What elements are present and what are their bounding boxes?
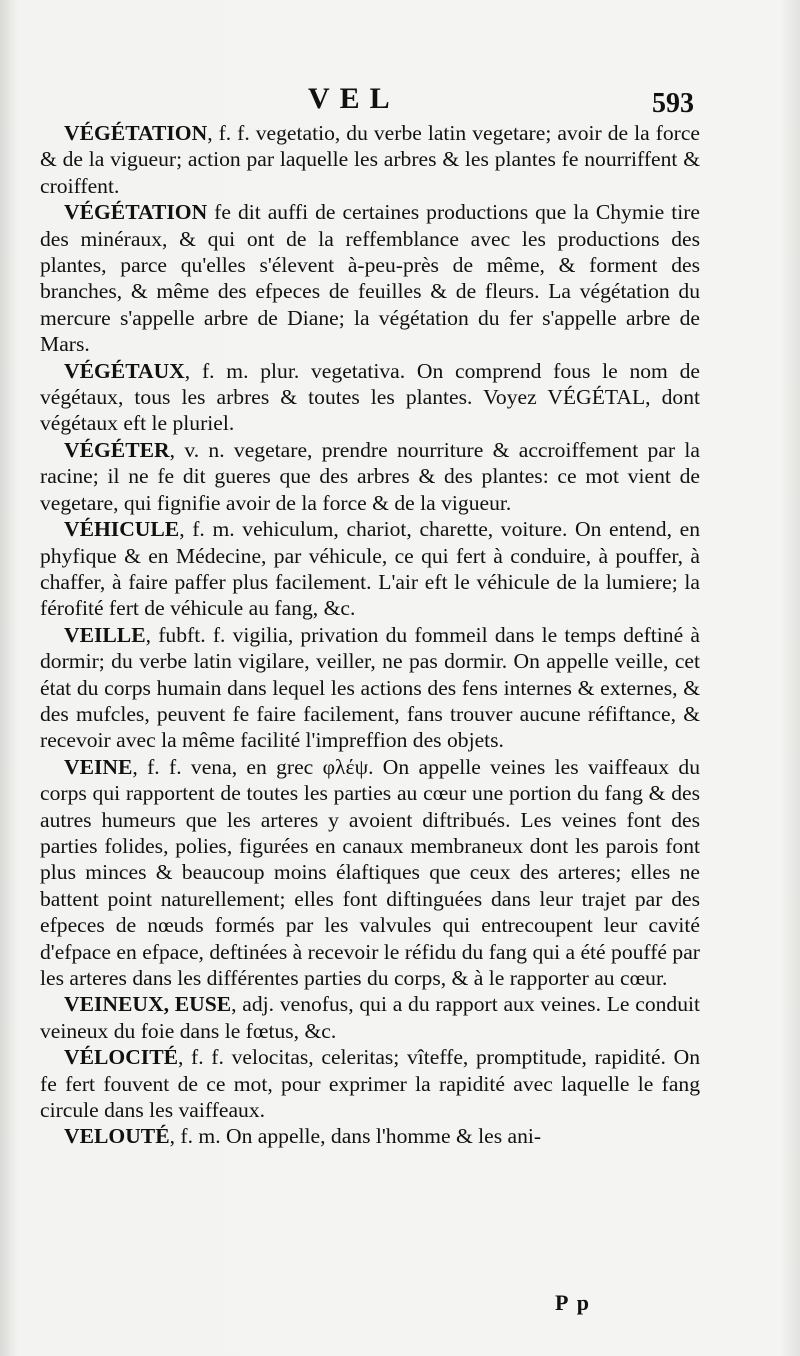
- entry-text: fe dit auffi de certaines productions que la Chymie tire des minéraux, & qui ont de la reffemblance avec les productions des plantes, parce qu'elles s'élevent à-peu-près de même, & forment des branches, & même des efpeces de feuilles & de fleurs. La végétation du mercure s'appelle arbre de Diane; la végétation du fer s'appelle arbre de Mars.: [40, 200, 700, 357]
- headword: VÉGÉTER: [64, 437, 170, 462]
- page-number: 593: [652, 88, 694, 119]
- entry-text: , fubft. f. vigilia, privation du fommeil dans le temps deftiné à dormir; du verbe latin vigilare, veiller, ne pas dormir. On appelle veille, cet état du corps humain dans lequel les actions des fens internes & externes, & des mufcles, peuvent fe faire facilement, fans trouver aucune réfiftance, & recevoir avec la même facilité l'impreffion des objets.: [40, 622, 700, 753]
- entry-vegetation-chymie: [40, 199, 700, 357]
- entry-vegetation: [40, 120, 700, 199]
- entry-vegeter: [40, 437, 700, 516]
- entry-text: , v. n. vegetare, prendre nourriture & accroiffement par la racine; il ne fe dit gueres que des arbres & des plantes: ce mot vient de vegetare, qui fignifie avoir de la force & de la vigueur.: [40, 437, 700, 515]
- dictionary-text: [40, 120, 700, 1150]
- entry-text: , f. f. vegetatio, du verbe latin vegetare; avoir de la force & de la vigueur; action par laquelle les arbres & les plantes fe nourriffent & croiffent.: [40, 121, 700, 198]
- headword: VEILLE: [64, 622, 146, 647]
- entry-text: , f. f. vena, en grec φλέψ. On appelle veines les vaiffeaux du corps qui rapportent de toutes les parties au cœur une portion du fang & des autres humeurs que les arteres y avoient diftribués. Les veines font des parties folides, polies, figurées en canaux membraneux dont les parois font plus minces & beaucoup moins élaftiques que ceux des arteres; elles ne battent point naturellement; elles font diftinguées dans leur trajet par des efpeces de nœuds formés par les valvules qui entrecoupent leur cavité d'efpace en efpace, deftinées à recevoir le réfidu du fang qui a été pouffé par les arteres dans les différentes parties du corps, & à le rapporter au cœur.: [40, 754, 700, 990]
- headword: VELOUTÉ: [64, 1124, 170, 1149]
- headword: VEINE: [64, 754, 133, 779]
- page-header: [0, 82, 800, 122]
- entry-vegetaux: [40, 358, 700, 437]
- entry-vehicule: [40, 516, 700, 622]
- entry-veloute: [40, 1123, 700, 1149]
- running-head: VEL: [308, 82, 400, 115]
- headword: VÉLOCITÉ: [64, 1045, 178, 1070]
- entry-text: , f. m. plur. vegetativa. On comprend fous le nom de végétaux, tous les arbres & toutes les plantes. Voyez VÉGÉTAL, dont végétaux eft le pluriel.: [40, 358, 700, 436]
- entry-veine: [40, 754, 700, 992]
- headword: VÉGÉTAUX: [64, 358, 185, 383]
- signature-mark: P p: [555, 1290, 591, 1315]
- entry-veineux: [40, 991, 700, 1044]
- headword: VÉGÉTATION: [64, 121, 208, 145]
- headword: VÉHICULE: [64, 517, 180, 542]
- entry-velocite: [40, 1044, 700, 1123]
- headword: VÉGÉTATION: [64, 200, 208, 225]
- headword: VEINEUX, EUSE: [64, 992, 232, 1017]
- entry-text: , f. m. On appelle, dans l'homme & les ani-: [169, 1124, 542, 1149]
- entry-text: , f. f. velocitas, celeritas; vîteffe, promptitude, rapidité. On fe fert fouvent de ce mot, pour exprimer la rapidité avec laquelle le fang circule dans les vaiffeaux.: [40, 1045, 700, 1123]
- entry-text: , f. m. vehiculum, chariot, charette, voiture. On entend, en phyfique & en Médecine, par véhicule, ce qui fert à conduire, à pouffer, à chaffer, à faire paffer plus facilement. L'air eft le véhicule de la lumiere; la férofité fert de véhicule au fang, &c.: [40, 517, 700, 621]
- entry-text: , adj. venofus, qui a du rapport aux veines. Le conduit veineux du foie dans le fœtus, &c.: [40, 992, 701, 1043]
- entry-veille: [40, 622, 700, 754]
